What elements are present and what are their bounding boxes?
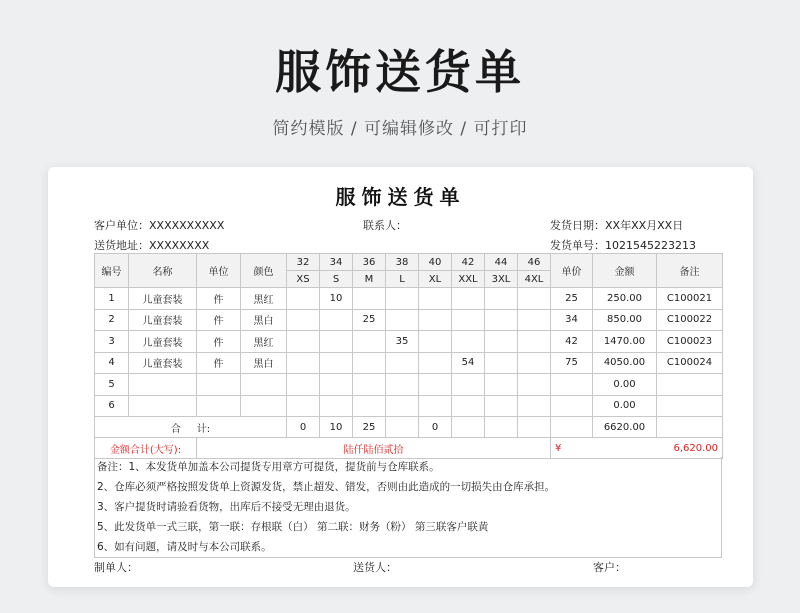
- row-size-qty: [518, 331, 551, 353]
- ship-date-field: [550, 217, 683, 233]
- row-amount: 1470.00: [593, 331, 657, 353]
- hero-title: 服饰送货单: [275, 45, 525, 99]
- row-size-qty: [518, 352, 551, 374]
- ship-date-value: XX年XX月XX日: [605, 219, 684, 232]
- row-name: [129, 374, 197, 396]
- customer-unit-field: [94, 217, 224, 233]
- row-size-qty: [320, 374, 353, 396]
- row-size-qty: [485, 331, 518, 353]
- size-number-header: 32: [287, 254, 320, 271]
- row-remark: C100022: [657, 309, 723, 331]
- row-size-qty: [485, 395, 518, 417]
- goods-table: [94, 253, 723, 459]
- size-label-header: 4XL: [518, 271, 551, 288]
- header-color: 颜色: [241, 254, 287, 288]
- row-size-qty: [419, 374, 452, 396]
- row-name: 儿童套装: [129, 288, 197, 310]
- row-size-qty: [419, 395, 452, 417]
- row-size-qty: [320, 309, 353, 331]
- header-amount: 金额: [593, 254, 657, 288]
- table-row: [95, 352, 723, 374]
- row-size-qty: [452, 331, 485, 353]
- totals-size-cell: 0: [287, 417, 320, 438]
- header-name: 名称: [129, 254, 197, 288]
- totals-price-cell: [551, 417, 593, 438]
- totals-size-cell: 0: [419, 417, 452, 438]
- deliverer-signature: 送货人：: [353, 561, 397, 574]
- ship-number-value: 1021545223213: [605, 239, 696, 252]
- table-row: [95, 288, 723, 310]
- row-size-qty: [452, 288, 485, 310]
- size-label-header: XS: [287, 271, 320, 288]
- row-no: 3: [95, 331, 129, 353]
- totals-size-cell: [386, 417, 419, 438]
- row-size-qty: [419, 288, 452, 310]
- amount-words-label: 金额合计(大写):: [95, 438, 197, 459]
- ship-date-label: 发货日期：: [550, 219, 605, 232]
- row-remark: [657, 374, 723, 396]
- row-size-qty: [320, 352, 353, 374]
- row-unit: 件: [197, 288, 241, 310]
- row-size-qty: [353, 352, 386, 374]
- currency-symbol: ¥: [555, 442, 562, 454]
- amount-figure-cell: [551, 438, 723, 459]
- row-size-qty: [518, 395, 551, 417]
- customer-unit-value: XXXXXXXXXX: [149, 219, 225, 232]
- row-remark: C100023: [657, 331, 723, 353]
- row-name: [129, 395, 197, 417]
- row-size-qty: [353, 374, 386, 396]
- ship-number-field: [550, 237, 696, 253]
- row-size-qty: 10: [320, 288, 353, 310]
- row-size-qty: 54: [452, 352, 485, 374]
- row-size-qty: [353, 288, 386, 310]
- totals-label: 合 计:: [95, 417, 287, 438]
- row-remark: C100024: [657, 352, 723, 374]
- amount-words-value: 陆仟陆佰贰拾: [197, 438, 551, 459]
- row-size-qty: [485, 374, 518, 396]
- ship-number-label: 发货单号：: [550, 239, 605, 252]
- size-label-header: M: [353, 271, 386, 288]
- row-unit: [197, 374, 241, 396]
- row-size-qty: [518, 374, 551, 396]
- address-label: 送货地址：: [94, 239, 149, 252]
- totals-row: [95, 417, 723, 438]
- size-label-header: L: [386, 271, 419, 288]
- row-size-qty: [452, 309, 485, 331]
- row-size-qty: [287, 309, 320, 331]
- row-no: 6: [95, 395, 129, 417]
- hero-subtitle: 简约模版 / 可编辑修改 / 可打印: [272, 119, 528, 139]
- row-size-qty: 35: [386, 331, 419, 353]
- row-size-qty: [386, 395, 419, 417]
- row-size-qty: [452, 395, 485, 417]
- size-number-header: 46: [518, 254, 551, 271]
- row-size-qty: [518, 288, 551, 310]
- row-size-qty: [386, 352, 419, 374]
- note-line: 备注：1、本发货单加盖本公司提货专用章方可提货，提货前与仓库联系。: [97, 461, 440, 473]
- row-amount: 0.00: [593, 395, 657, 417]
- row-unit: 件: [197, 352, 241, 374]
- totals-amount: 6620.00: [593, 417, 657, 438]
- row-unit: [197, 395, 241, 417]
- row-price: [551, 395, 593, 417]
- size-label-header: S: [320, 271, 353, 288]
- row-size-qty: [419, 352, 452, 374]
- row-size-qty: [320, 331, 353, 353]
- size-number-header: 38: [386, 254, 419, 271]
- header-row: [95, 254, 723, 271]
- contact-field: [363, 217, 407, 233]
- row-unit: 件: [197, 309, 241, 331]
- size-number-header: 40: [419, 254, 452, 271]
- totals-remark-cell: [657, 417, 723, 438]
- row-size-qty: [386, 374, 419, 396]
- address-value: XXXXXXXX: [149, 239, 210, 252]
- table-row: [95, 395, 723, 417]
- header-unit: 单位: [197, 254, 241, 288]
- row-price: [551, 374, 593, 396]
- row-size-qty: [320, 395, 353, 417]
- size-number-header: 34: [320, 254, 353, 271]
- table-row: [95, 374, 723, 396]
- row-price: 42: [551, 331, 593, 353]
- row-name: 儿童套装: [129, 352, 197, 374]
- row-size-qty: [353, 395, 386, 417]
- note-line: 2、仓库必须严格按照发货单上资源发货，禁止超发、错发，否则由此造成的一切损失由仓库承担。: [97, 481, 556, 493]
- size-number-header: 36: [353, 254, 386, 271]
- size-number-header: 44: [485, 254, 518, 271]
- row-size-qty: [518, 309, 551, 331]
- row-no: 2: [95, 309, 129, 331]
- row-size-qty: [419, 309, 452, 331]
- row-size-qty: [287, 352, 320, 374]
- row-amount: 0.00: [593, 374, 657, 396]
- row-size-qty: [287, 395, 320, 417]
- customer-signature: 客户：: [593, 561, 626, 574]
- row-color: 黑红: [241, 331, 287, 353]
- row-size-qty: [485, 352, 518, 374]
- totals-size-cell: [452, 417, 485, 438]
- totals-size-cell: 10: [320, 417, 353, 438]
- notes-box: [94, 457, 722, 558]
- totals-size-cell: [518, 417, 551, 438]
- row-size-qty: [353, 331, 386, 353]
- row-size-qty: 25: [353, 309, 386, 331]
- table-row: [95, 309, 723, 331]
- maker-signature: 制单人：: [94, 561, 138, 574]
- totals-size-cell: [485, 417, 518, 438]
- note-line: 5、此发货单一式三联，第一联：存根联（白） 第二联：财务（粉） 第三联客户联黄: [97, 521, 489, 533]
- table-row: [95, 331, 723, 353]
- row-price: 34: [551, 309, 593, 331]
- row-amount: 250.00: [593, 288, 657, 310]
- row-size-qty: [386, 309, 419, 331]
- row-color: [241, 395, 287, 417]
- table-body: [95, 288, 723, 417]
- row-remark: C100021: [657, 288, 723, 310]
- row-name: 儿童套装: [129, 309, 197, 331]
- row-amount: 850.00: [593, 309, 657, 331]
- size-label-header: XXL: [452, 271, 485, 288]
- delivery-note-sheet: [48, 167, 753, 587]
- amount-figure: 6,620.00: [673, 442, 718, 454]
- row-no: 1: [95, 288, 129, 310]
- row-size-qty: [419, 331, 452, 353]
- row-size-qty: [485, 288, 518, 310]
- contact-label: 联系人：: [363, 219, 407, 232]
- row-size-qty: [452, 374, 485, 396]
- address-field: [94, 237, 209, 253]
- row-no: 4: [95, 352, 129, 374]
- row-color: 黑白: [241, 352, 287, 374]
- size-label-header: 3XL: [485, 271, 518, 288]
- size-label-header: XL: [419, 271, 452, 288]
- row-size-qty: [287, 374, 320, 396]
- row-size-qty: [287, 331, 320, 353]
- row-color: 黑白: [241, 309, 287, 331]
- totals-size-cell: 25: [353, 417, 386, 438]
- row-name: 儿童套装: [129, 331, 197, 353]
- row-remark: [657, 395, 723, 417]
- row-no: 5: [95, 374, 129, 396]
- row-amount: 4050.00: [593, 352, 657, 374]
- row-color: 黑红: [241, 288, 287, 310]
- row-size-qty: [386, 288, 419, 310]
- row-price: 25: [551, 288, 593, 310]
- row-price: 75: [551, 352, 593, 374]
- row-size-qty: [287, 288, 320, 310]
- row-unit: 件: [197, 331, 241, 353]
- amount-words-row: [95, 438, 723, 459]
- header-price: 单价: [551, 254, 593, 288]
- header-no: 编号: [95, 254, 129, 288]
- row-size-qty: [485, 309, 518, 331]
- header-remark: 备注: [657, 254, 723, 288]
- document-title: 服饰送货单: [335, 185, 466, 209]
- size-number-header: 42: [452, 254, 485, 271]
- note-line: 6、如有问题，请及时与本公司联系。: [97, 541, 272, 553]
- note-line: 3、客户提货时请验看货物，出库后不接受无理由退货。: [97, 501, 356, 513]
- customer-unit-label: 客户单位：: [94, 219, 149, 232]
- row-color: [241, 374, 287, 396]
